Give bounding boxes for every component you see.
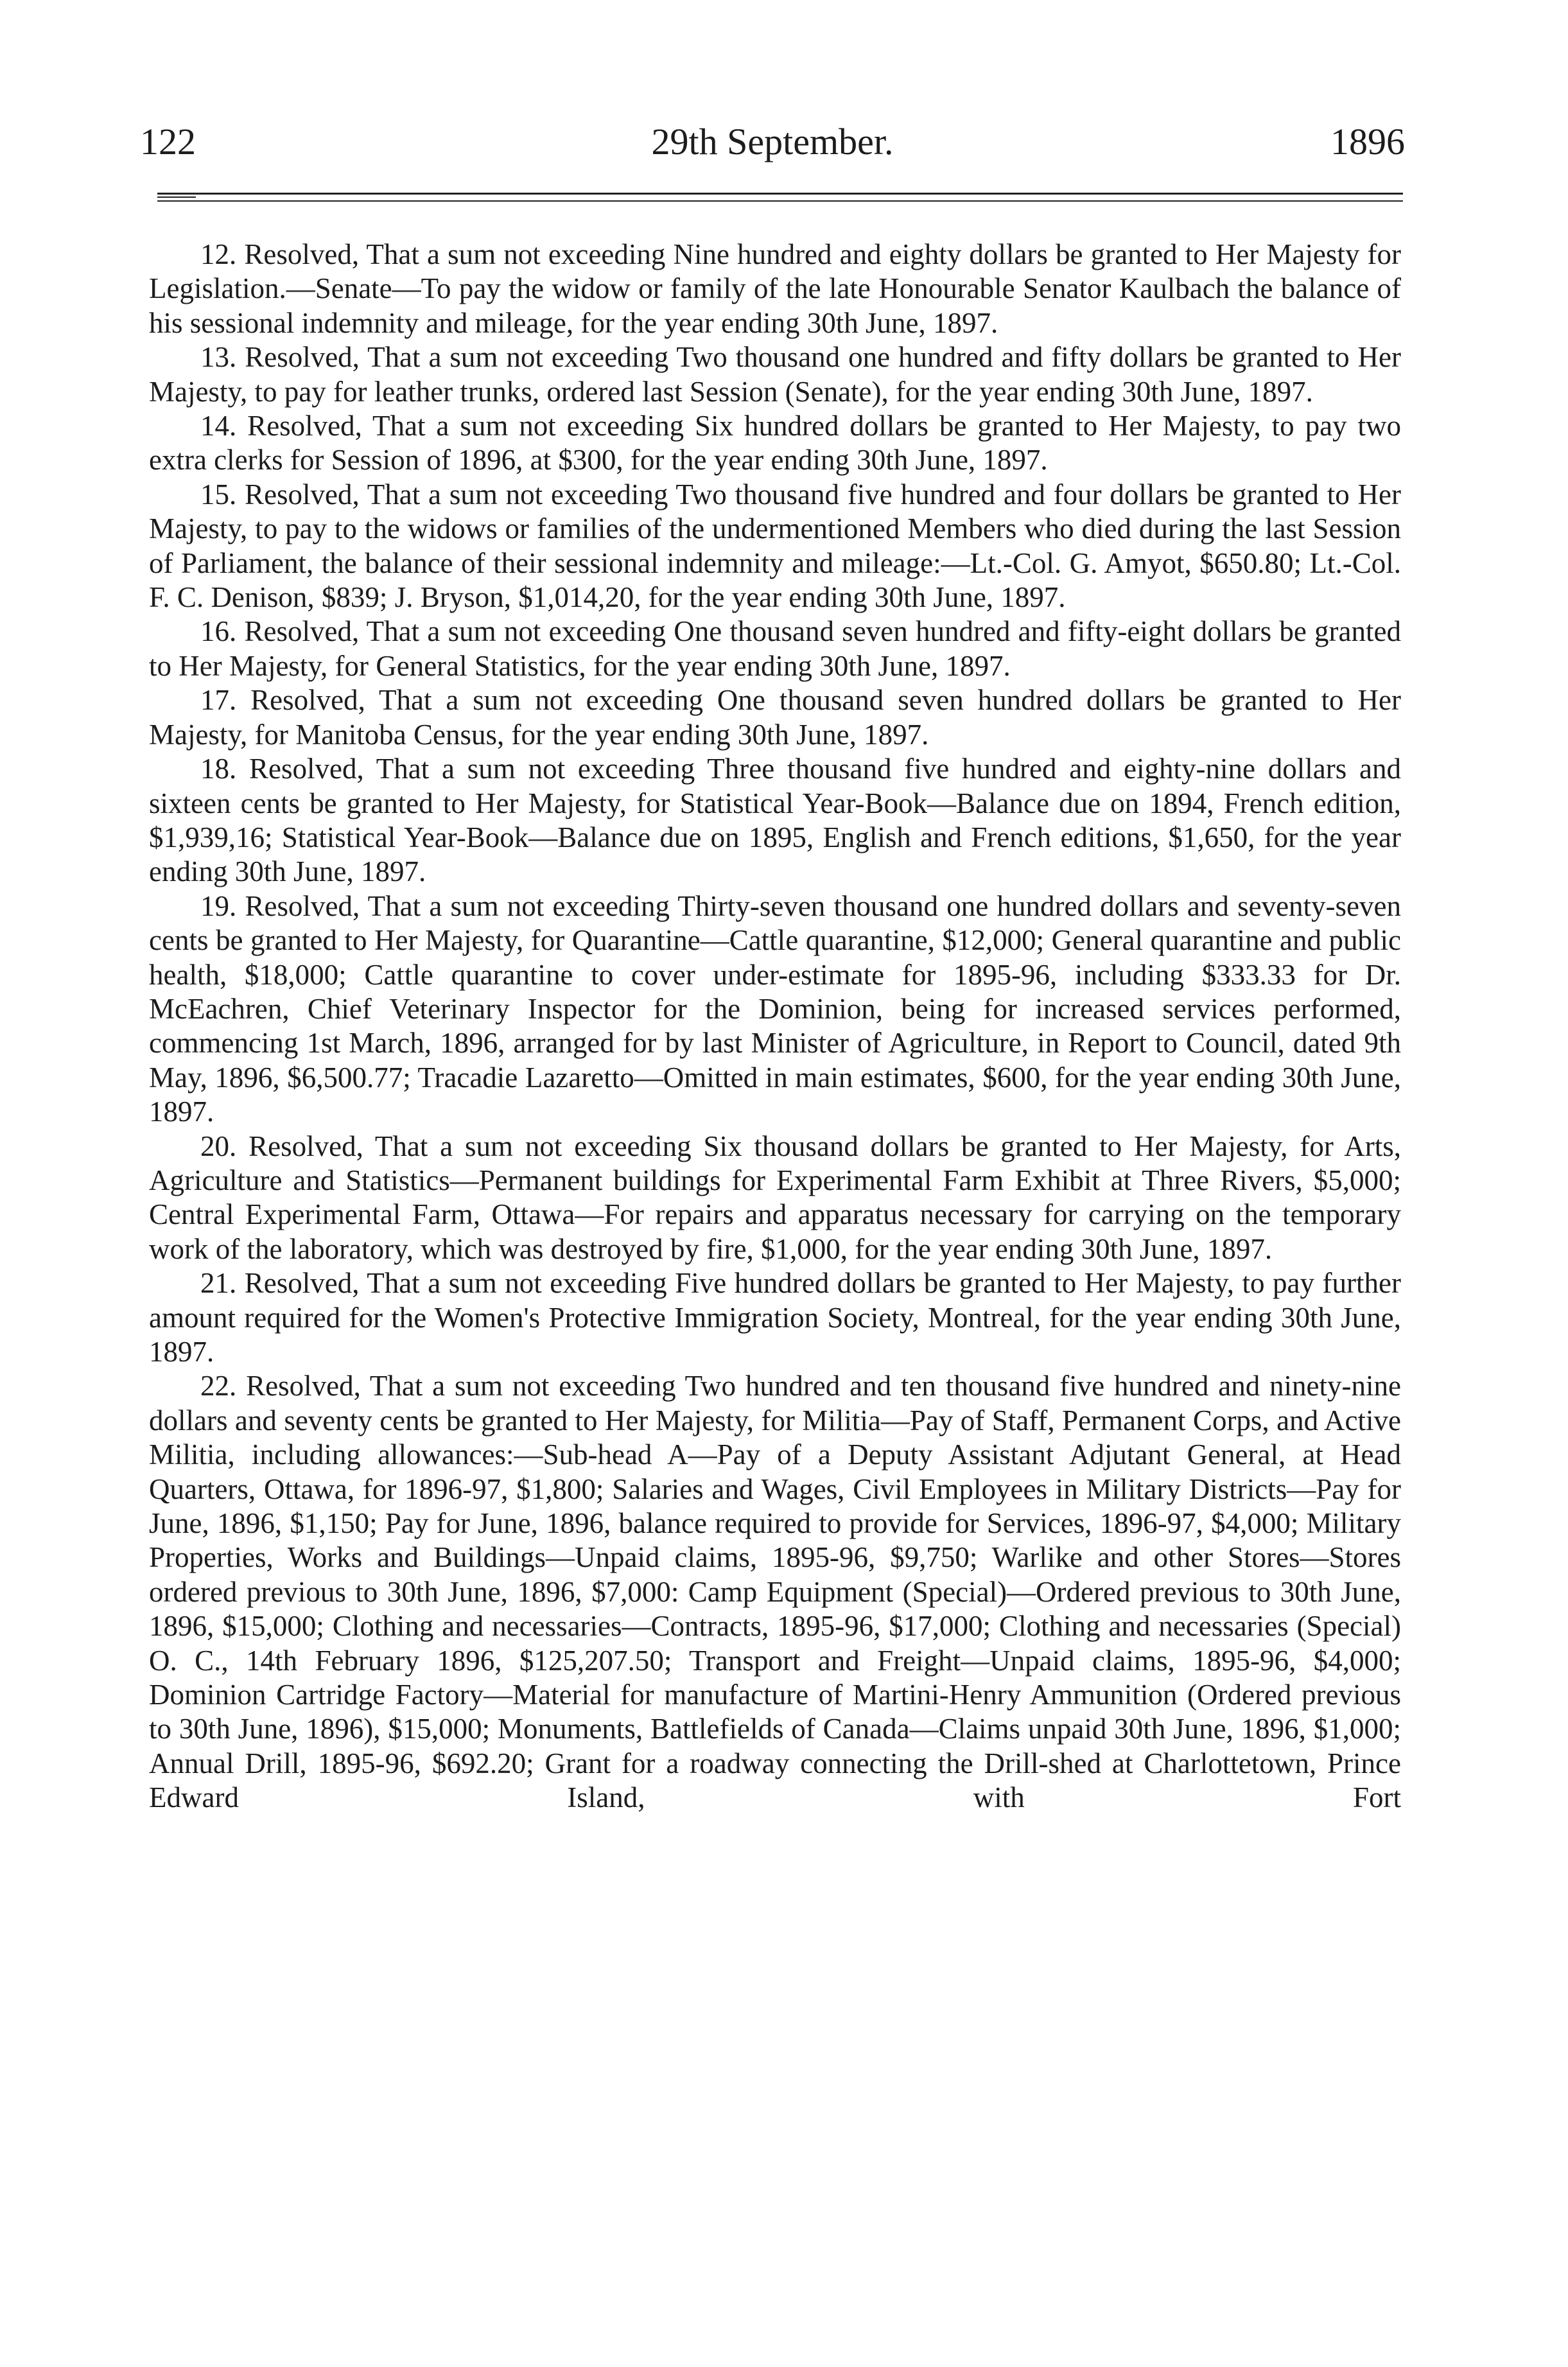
- page-date: 29th September.: [651, 121, 894, 162]
- running-header: [140, 113, 1405, 171]
- header-rule-thick: [157, 193, 1403, 195]
- resolution-15: 15. Resolved, That a sum not exceeding Two thousand five hundred and four dollars be granted to Her Majesty, to pay to the widows or families of the undermentioned Members who died during the last Session of Parliament, the balance of their sessional indemnity and mileage:—Lt.-Col. G. Amyot, $650.80; Lt.-Col. F. C. Denison, $839; J. Bryson, $1,014,20, for the year ending 30th June, 1897.: [149, 478, 1401, 614]
- resolution-22: 22. Resolved, That a sum not exceeding Two hundred and ten thousand five hundred and ninety-nine dollars and seventy cents be granted to Her Majesty, for Militia—Pay of Staff, Permanent Corps, and Active Militia, including allowances:—Sub-head A—Pay of a Deputy Assistant Adjutant General, at Head Quarters, Ottawa, for 1896-97, $1,800; Salaries and Wages, Civil Employees in Military Districts—Pay for June, 1896, $1,150; Pay for June, 1896, balance required to provide for Services, 1896-97, $4,000; Military Properties, Works and Buildings—Unpaid claims, 1895-96, $9,750; Warlike and other Stores—Stores ordered previous to 30th June, 1896, $7,000: Camp Equipment (Special)—Ordered previous to 30th June, 1896, $15,000; Clothing and necessaries—Contracts, 1895-96, $17,000; Clothing and necessaries (Special) O. C., 14th February 1896, $125,207.50; Transport and Freight—Unpaid claims, 1895-96, $4,000; Dominion Cartridge Factory—Material for manufacture of Martini-Henry Ammunition (Ordered previous to 30th June, 1896), $15,000; Monuments, Battlefields of Canada—Claims unpaid 30th June, 1896, $1,000; Annual Drill, 1895-96, $692.20; Grant for a roadway connecting the Drill-shed at Charlottetown, Prince Edward Island, with Fort: [149, 1370, 1401, 1814]
- resolution-13: 13. Resolved, That a sum not exceeding Two thousand one hundred and fifty dollars be granted to Her Majesty, to pay for leather trunks, ordered last Session (Senate), for the year ending 30th June, 1897.: [149, 341, 1401, 408]
- header-rule-short: [157, 197, 196, 198]
- resolution-12: 12. Resolved, That a sum not exceeding Nine hundred and eighty dollars be granted to Her Majesty for Legislation.—Senate—To pay the widow or family of the late Honourable Senator Kaulbach the balance of his sessional indemnity and mileage, for the year ending 30th June, 1897.: [149, 238, 1401, 339]
- header-rule-thin: [157, 200, 1403, 202]
- resolution-17: 17. Resolved, That a sum not exceeding One thousand seven hundred dollars be granted to Her Majesty, for Manitoba Census, for the year ending 30th June, 1897.: [149, 684, 1401, 751]
- resolutions-body: [149, 238, 1401, 1815]
- page-year: 1896: [1330, 121, 1405, 162]
- resolution-21: 21. Resolved, That a sum not exceeding Five hundred dollars be granted to Her Majesty, to pay further amount required for the Women's Protective Immigration Society, Montreal, for the year ending 30th June, 1897.: [149, 1267, 1401, 1368]
- page-number: 122: [140, 121, 196, 162]
- resolution-14: 14. Resolved, That a sum not exceeding Six hundred dollars be granted to Her Majesty, to pay two extra clerks for Session of 1896, at $300, for the year ending 30th June, 1897.: [149, 410, 1401, 476]
- resolution-20: 20. Resolved, That a sum not exceeding Six thousand dollars be granted to Her Majesty, for Arts, Agriculture and Statistics—Permanent buildings for Experimental Farm Exhibit at Three Rivers, $5,000; Central Experimental Farm, Ottawa—For repairs and apparatus necessary for carrying on the temporary work of the laboratory, which was destroyed by fire, $1,000, for the year ending 30th June, 1897.: [149, 1130, 1401, 1265]
- resolution-18: 18. Resolved, That a sum not exceeding Three thousand five hundred and eighty-nine dollars and sixteen cents be granted to Her Majesty, for Statistical Year-Book—Balance due on 1894, French edition, $1,939,16; Statistical Year-Book—Balance due on 1895, English and French editions, $1,650, for the year ending 30th June, 1897.: [149, 753, 1401, 888]
- resolution-16: 16. Resolved, That a sum not exceeding One thousand seven hundred and fifty-eight dollars be granted to Her Majesty, for General Statistics, for the year ending 30th June, 1897.: [149, 615, 1401, 682]
- resolution-19: 19. Resolved, That a sum not exceeding Thirty-seven thousand one hundred dollars and seventy-seven cents be granted to Her Majesty, for Quarantine—Cattle quarantine, $12,000; General quarantine and public health, $18,000; Cattle quarantine to cover under-estimate for 1895-96, including $333.33 for Dr. McEachren, Chief Veterinary Inspector for the Dominion, being for increased services performed, commencing 1st March, 1896, arranged for by last Minister of Agriculture, in Report to Council, dated 9th May, 1896, $6,500.77; Tracadie Lazaretto—Omitted in main estimates, $600, for the year ending 30th June, 1897.: [149, 889, 1401, 1128]
